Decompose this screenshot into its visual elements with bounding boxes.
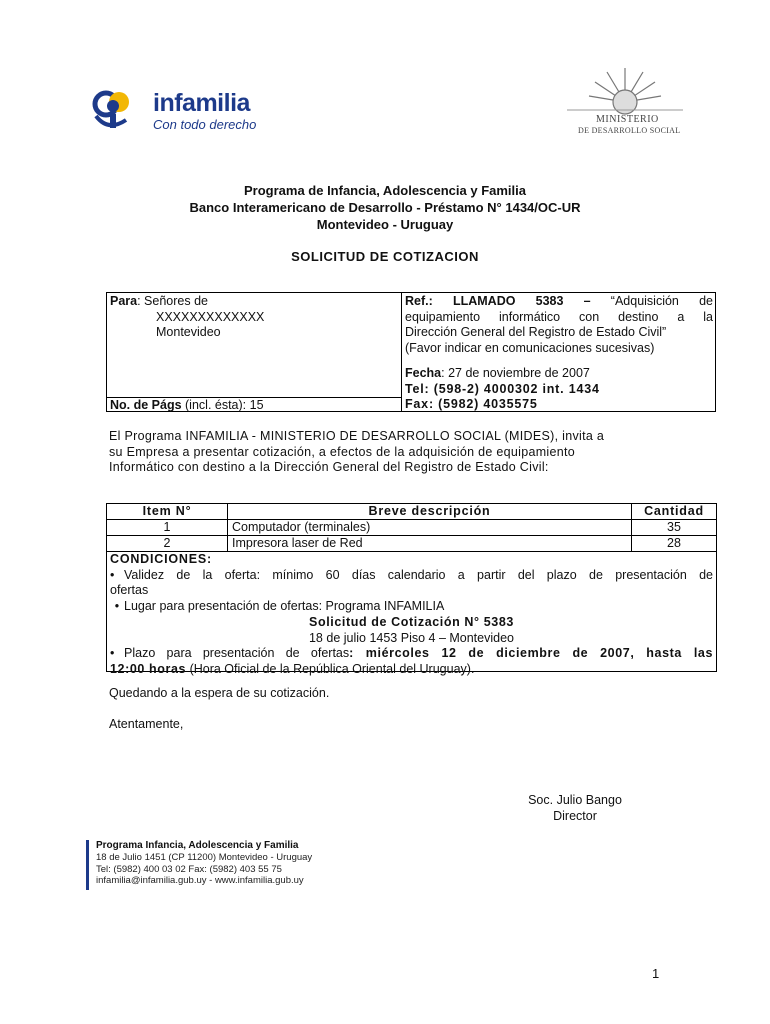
date-label: Fecha (405, 366, 442, 380)
ref-line4: (Favor indicar en comunicaciones sucesivas) (405, 340, 655, 355)
recipient-block (110, 294, 264, 341)
ref-line3: Dirección General del Registro de Estado Civil” (405, 325, 667, 339)
signer-name: Soc. Julio Bango (528, 793, 622, 807)
ref-call-number: : LLAMADO 5383 – (428, 294, 591, 308)
item-description: Computador (terminales) (228, 520, 632, 536)
loan-title: Banco Interamericano de Desarrollo - Préstamo N° 1434/OC-UR (189, 200, 581, 215)
signature-block (500, 792, 650, 824)
salutation: Atentamente, (109, 717, 184, 731)
footer-title: Programa Infancia, Adolescencia y Familia (96, 840, 299, 851)
deadline-time: 12:00 horas (110, 661, 187, 676)
location-title: Montevideo - Uruguay (316, 217, 454, 232)
fax: Fax: (5982) 4035575 (405, 397, 538, 411)
items-table (106, 503, 717, 552)
bullet-icon: • (110, 567, 115, 582)
ref-line2: equipamiento informático con destino a la (405, 309, 713, 324)
footer-web: infamilia@infamilia.gub.uy - www.infamilia.gub.uy (96, 875, 304, 887)
reference-block (405, 294, 713, 413)
program-title: Programa de Infancia, Adolescencia y Familia (243, 183, 526, 198)
pages-label: No. de Págs (110, 398, 182, 412)
place-condition: Lugar para presentación de ofertas: Programa INFAMILIA (124, 599, 445, 614)
phone: Tel: (598-2) 4000302 int. 1434 (405, 381, 600, 396)
col-description: Breve descripción (228, 504, 632, 520)
page-count (110, 398, 264, 414)
item-number: 2 (107, 536, 228, 552)
recipient-reference-box (106, 292, 716, 412)
col-quantity: Cantidad (632, 504, 717, 520)
recipient-city: Montevideo (156, 325, 221, 339)
ref-label: Ref. (405, 294, 429, 308)
validity-condition-cont: ofertas (110, 583, 149, 598)
deadline-date: : miércoles 12 de diciembre de 2007, hasta las (349, 646, 714, 661)
intro-line2: su Empresa a presentar cotización, a efectos de la adquisición de equipamiento (109, 444, 576, 459)
intro-paragraph (109, 429, 717, 476)
footer-accent-bar (86, 840, 89, 890)
table-header-row (107, 504, 717, 520)
item-description: Impresora laser de Red (228, 536, 632, 552)
footer-address: 18 de Julio 1451 (CP 11200) Montevideo - Uruguay (96, 851, 313, 863)
deadline-timezone: (Hora Oficial de la República Oriental del Uruguay). (186, 661, 475, 676)
logo-wordmark: infamilia (153, 89, 250, 117)
intro-line3: Informático con destino a la Dirección General del Registro de Estado Civil: (109, 460, 549, 474)
item-number: 1 (107, 520, 228, 536)
quote-request-number: Solicitud de Cotización N° 5383 (309, 614, 514, 629)
deadline-label: Plazo para presentación de ofertas (124, 646, 350, 661)
footer-contact (96, 840, 312, 887)
footer-phones: Tel: (5982) 400 03 02 Fax: (5982) 403 55 75 (96, 863, 282, 875)
table-row (107, 520, 717, 536)
validity-condition: Validez de la oferta: mínimo 60 días calendario a partir del plazo de presentación de (124, 567, 713, 582)
intro-line1: El Programa INFAMILIA - MINISTERIO DE DESARROLLO SOCIAL (MIDES), invita a (109, 429, 605, 443)
pages-value: (incl. ésta): 15 (181, 398, 264, 412)
ref-line1: “Adquisición de (590, 294, 713, 308)
signer-title: Director (553, 809, 597, 823)
ministry-name-line1: MINISTERIO (596, 114, 659, 125)
ministry-name-line2: DE DESARROLLO SOCIAL (578, 126, 681, 135)
para-label: Para (110, 294, 138, 308)
conditions-box (106, 551, 717, 676)
table-row (107, 536, 717, 552)
bullet-icon: • (114, 599, 120, 614)
item-quantity: 28 (632, 536, 717, 552)
para-value: : Señores de (137, 294, 208, 308)
date-value: : 27 de noviembre de 2007 (441, 366, 590, 380)
bullet-icon: • (110, 646, 115, 661)
col-item-number: Item N° (107, 504, 228, 520)
document-title: SOLICITUD DE COTIZACION (291, 249, 479, 264)
conditions-title: CONDICIONES: (110, 552, 212, 566)
page-number: 1 (652, 966, 660, 981)
recipient-company: XXXXXXXXXXXXX (156, 309, 265, 324)
closing-line: Quedando a la espera de su cotización. (109, 686, 330, 700)
logo-tagline: Con todo derecho (153, 117, 257, 132)
item-quantity: 35 (632, 520, 717, 536)
delivery-address: 18 de julio 1453 Piso 4 – Montevideo (308, 630, 514, 645)
